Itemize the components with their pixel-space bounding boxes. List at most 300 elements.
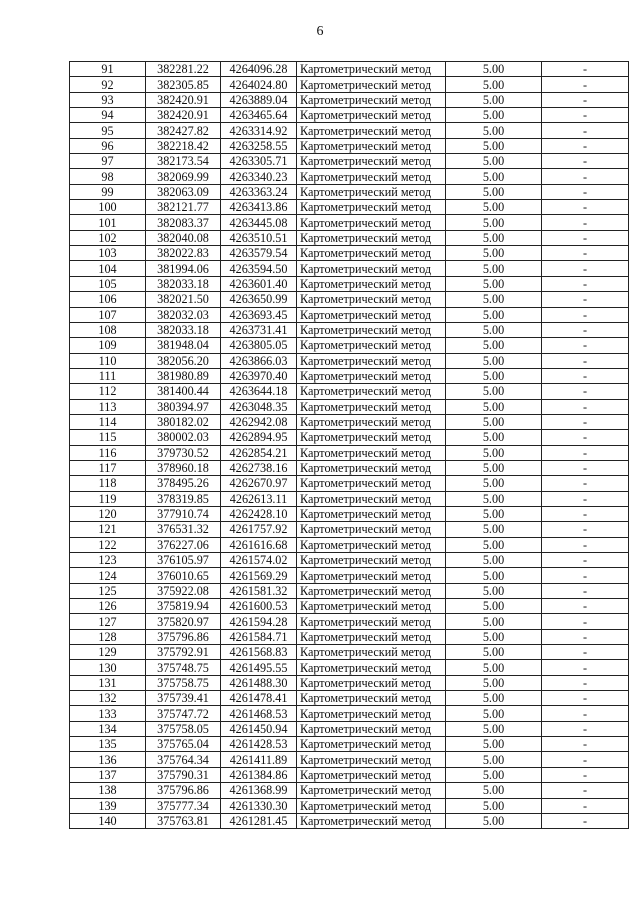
accuracy-cell: 5.00 — [446, 767, 542, 782]
y-coordinate-cell: 4263305.71 — [221, 154, 297, 169]
note-cell: - — [542, 215, 629, 230]
table-row — [70, 568, 629, 583]
x-coordinate-cell: 382281.22 — [146, 62, 221, 77]
coordinates-table-body — [70, 62, 629, 829]
y-coordinate-cell: 4262854.21 — [221, 445, 297, 460]
note-cell: - — [542, 522, 629, 537]
table-row — [70, 399, 629, 414]
point-number-cell: 137 — [70, 767, 146, 782]
table-row — [70, 583, 629, 598]
x-coordinate-cell: 382420.91 — [146, 108, 221, 123]
method-cell: Картометрический метод — [297, 614, 446, 629]
x-coordinate-cell: 375763.81 — [146, 813, 221, 828]
y-coordinate-cell: 4263445.08 — [221, 215, 297, 230]
table-row — [70, 292, 629, 307]
point-number-cell: 138 — [70, 783, 146, 798]
table-row — [70, 491, 629, 506]
method-cell: Картометрический метод — [297, 138, 446, 153]
point-number-cell: 123 — [70, 553, 146, 568]
method-cell: Картометрический метод — [297, 675, 446, 690]
x-coordinate-cell: 375796.86 — [146, 783, 221, 798]
method-cell: Картометрический метод — [297, 353, 446, 368]
method-cell: Картометрический метод — [297, 246, 446, 261]
x-coordinate-cell: 380182.02 — [146, 414, 221, 429]
table-row — [70, 767, 629, 782]
point-number-cell: 97 — [70, 154, 146, 169]
note-cell: - — [542, 660, 629, 675]
accuracy-cell: 5.00 — [446, 691, 542, 706]
note-cell: - — [542, 200, 629, 215]
x-coordinate-cell: 375747.72 — [146, 706, 221, 721]
y-coordinate-cell: 4263650.99 — [221, 292, 297, 307]
y-coordinate-cell: 4261450.94 — [221, 721, 297, 736]
x-coordinate-cell: 382032.03 — [146, 307, 221, 322]
method-cell: Картометрический метод — [297, 215, 446, 230]
table-row — [70, 276, 629, 291]
x-coordinate-cell: 381980.89 — [146, 368, 221, 383]
note-cell: - — [542, 62, 629, 77]
point-number-cell: 94 — [70, 108, 146, 123]
y-coordinate-cell: 4261581.32 — [221, 583, 297, 598]
table-row — [70, 660, 629, 675]
x-coordinate-cell: 375739.41 — [146, 691, 221, 706]
note-cell: - — [542, 322, 629, 337]
table-row — [70, 108, 629, 123]
method-cell: Картометрический метод — [297, 798, 446, 813]
table-row — [70, 737, 629, 752]
point-number-cell: 99 — [70, 184, 146, 199]
point-number-cell: 139 — [70, 798, 146, 813]
note-cell: - — [542, 338, 629, 353]
method-cell: Картометрический метод — [297, 276, 446, 291]
x-coordinate-cell: 382040.08 — [146, 230, 221, 245]
note-cell: - — [542, 583, 629, 598]
accuracy-cell: 5.00 — [446, 138, 542, 153]
table-row — [70, 169, 629, 184]
x-coordinate-cell: 377910.74 — [146, 506, 221, 521]
table-row — [70, 138, 629, 153]
x-coordinate-cell: 382021.50 — [146, 292, 221, 307]
table-row — [70, 230, 629, 245]
note-cell: - — [542, 460, 629, 475]
y-coordinate-cell: 4261600.53 — [221, 599, 297, 614]
y-coordinate-cell: 4261478.41 — [221, 691, 297, 706]
accuracy-cell: 5.00 — [446, 522, 542, 537]
table-row — [70, 445, 629, 460]
point-number-cell: 136 — [70, 752, 146, 767]
y-coordinate-cell: 4263510.51 — [221, 230, 297, 245]
accuracy-cell: 5.00 — [446, 645, 542, 660]
y-coordinate-cell: 4261495.55 — [221, 660, 297, 675]
note-cell: - — [542, 783, 629, 798]
method-cell: Картометрический метод — [297, 813, 446, 828]
y-coordinate-cell: 4261384.86 — [221, 767, 297, 782]
point-number-cell: 114 — [70, 414, 146, 429]
point-number-cell: 98 — [70, 169, 146, 184]
y-coordinate-cell: 4262670.97 — [221, 476, 297, 491]
accuracy-cell: 5.00 — [446, 675, 542, 690]
accuracy-cell: 5.00 — [446, 476, 542, 491]
y-coordinate-cell: 4262942.08 — [221, 414, 297, 429]
x-coordinate-cell: 376105.97 — [146, 553, 221, 568]
method-cell: Картометрический метод — [297, 399, 446, 414]
accuracy-cell: 5.00 — [446, 322, 542, 337]
point-number-cell: 116 — [70, 445, 146, 460]
note-cell: - — [542, 476, 629, 491]
method-cell: Картометрический метод — [297, 77, 446, 92]
x-coordinate-cell: 382420.91 — [146, 92, 221, 107]
x-coordinate-cell: 375758.75 — [146, 675, 221, 690]
method-cell: Картометрический метод — [297, 491, 446, 506]
note-cell: - — [542, 261, 629, 276]
note-cell: - — [542, 184, 629, 199]
point-number-cell: 121 — [70, 522, 146, 537]
table-row — [70, 353, 629, 368]
accuracy-cell: 5.00 — [446, 813, 542, 828]
note-cell: - — [542, 292, 629, 307]
table-row — [70, 77, 629, 92]
x-coordinate-cell: 382083.37 — [146, 215, 221, 230]
y-coordinate-cell: 4261584.71 — [221, 629, 297, 644]
note-cell: - — [542, 430, 629, 445]
point-number-cell: 112 — [70, 384, 146, 399]
method-cell: Картометрический метод — [297, 169, 446, 184]
y-coordinate-cell: 4263693.45 — [221, 307, 297, 322]
x-coordinate-cell: 376227.06 — [146, 537, 221, 552]
x-coordinate-cell: 375792.91 — [146, 645, 221, 660]
table-row — [70, 675, 629, 690]
y-coordinate-cell: 4261574.02 — [221, 553, 297, 568]
accuracy-cell: 5.00 — [446, 307, 542, 322]
y-coordinate-cell: 4263601.40 — [221, 276, 297, 291]
note-cell: - — [542, 645, 629, 660]
note-cell: - — [542, 108, 629, 123]
y-coordinate-cell: 4262428.10 — [221, 506, 297, 521]
method-cell: Картометрический метод — [297, 553, 446, 568]
accuracy-cell: 5.00 — [446, 537, 542, 552]
x-coordinate-cell: 382056.20 — [146, 353, 221, 368]
accuracy-cell: 5.00 — [446, 292, 542, 307]
y-coordinate-cell: 4264024.80 — [221, 77, 297, 92]
point-number-cell: 101 — [70, 215, 146, 230]
method-cell: Картометрический метод — [297, 568, 446, 583]
accuracy-cell: 5.00 — [446, 798, 542, 813]
x-coordinate-cell: 376531.32 — [146, 522, 221, 537]
point-number-cell: 117 — [70, 460, 146, 475]
y-coordinate-cell: 4263644.18 — [221, 384, 297, 399]
table-row — [70, 430, 629, 445]
method-cell: Картометрический метод — [297, 230, 446, 245]
note-cell: - — [542, 737, 629, 752]
accuracy-cell: 5.00 — [446, 384, 542, 399]
accuracy-cell: 5.00 — [446, 599, 542, 614]
note-cell: - — [542, 506, 629, 521]
accuracy-cell: 5.00 — [446, 752, 542, 767]
point-number-cell: 118 — [70, 476, 146, 491]
table-row — [70, 384, 629, 399]
y-coordinate-cell: 4263970.40 — [221, 368, 297, 383]
y-coordinate-cell: 4263413.86 — [221, 200, 297, 215]
method-cell: Картометрический метод — [297, 599, 446, 614]
y-coordinate-cell: 4262738.16 — [221, 460, 297, 475]
table-row — [70, 307, 629, 322]
table-row — [70, 261, 629, 276]
y-coordinate-cell: 4263731.41 — [221, 322, 297, 337]
method-cell: Картометрический метод — [297, 460, 446, 475]
table-row — [70, 338, 629, 353]
y-coordinate-cell: 4263258.55 — [221, 138, 297, 153]
accuracy-cell: 5.00 — [446, 660, 542, 675]
point-number-cell: 103 — [70, 246, 146, 261]
accuracy-cell: 5.00 — [446, 445, 542, 460]
point-number-cell: 120 — [70, 506, 146, 521]
y-coordinate-cell: 4263579.54 — [221, 246, 297, 261]
x-coordinate-cell: 375790.31 — [146, 767, 221, 782]
x-coordinate-cell: 382305.85 — [146, 77, 221, 92]
accuracy-cell: 5.00 — [446, 62, 542, 77]
y-coordinate-cell: 4263594.50 — [221, 261, 297, 276]
note-cell: - — [542, 752, 629, 767]
x-coordinate-cell: 376010.65 — [146, 568, 221, 583]
note-cell: - — [542, 92, 629, 107]
x-coordinate-cell: 378319.85 — [146, 491, 221, 506]
accuracy-cell: 5.00 — [446, 154, 542, 169]
table-row — [70, 629, 629, 644]
method-cell: Картометрический метод — [297, 261, 446, 276]
table-row — [70, 783, 629, 798]
method-cell: Картометрический метод — [297, 629, 446, 644]
table-row — [70, 92, 629, 107]
x-coordinate-cell: 382121.77 — [146, 200, 221, 215]
note-cell: - — [542, 568, 629, 583]
point-number-cell: 119 — [70, 491, 146, 506]
note-cell: - — [542, 169, 629, 184]
x-coordinate-cell: 381948.04 — [146, 338, 221, 353]
method-cell: Картометрический метод — [297, 414, 446, 429]
note-cell: - — [542, 721, 629, 736]
method-cell: Картометрический метод — [297, 200, 446, 215]
note-cell: - — [542, 154, 629, 169]
accuracy-cell: 5.00 — [446, 184, 542, 199]
point-number-cell: 91 — [70, 62, 146, 77]
table-row — [70, 537, 629, 552]
point-number-cell: 100 — [70, 200, 146, 215]
note-cell: - — [542, 553, 629, 568]
note-cell: - — [542, 123, 629, 138]
method-cell: Картометрический метод — [297, 476, 446, 491]
note-cell: - — [542, 276, 629, 291]
note-cell: - — [542, 77, 629, 92]
point-number-cell: 131 — [70, 675, 146, 690]
accuracy-cell: 5.00 — [446, 123, 542, 138]
x-coordinate-cell: 382033.18 — [146, 276, 221, 291]
x-coordinate-cell: 382033.18 — [146, 322, 221, 337]
y-coordinate-cell: 4263889.04 — [221, 92, 297, 107]
x-coordinate-cell: 375796.86 — [146, 629, 221, 644]
method-cell: Картометрический метод — [297, 583, 446, 598]
y-coordinate-cell: 4263314.92 — [221, 123, 297, 138]
y-coordinate-cell: 4261330.30 — [221, 798, 297, 813]
point-number-cell: 125 — [70, 583, 146, 598]
point-number-cell: 124 — [70, 568, 146, 583]
table-row — [70, 752, 629, 767]
note-cell: - — [542, 691, 629, 706]
table-row — [70, 414, 629, 429]
y-coordinate-cell: 4264096.28 — [221, 62, 297, 77]
note-cell: - — [542, 138, 629, 153]
point-number-cell: 107 — [70, 307, 146, 322]
page-number: 6 — [316, 24, 324, 39]
method-cell: Картометрический метод — [297, 62, 446, 77]
table-row — [70, 246, 629, 261]
method-cell: Картометрический метод — [297, 292, 446, 307]
y-coordinate-cell: 4263805.05 — [221, 338, 297, 353]
point-number-cell: 126 — [70, 599, 146, 614]
point-number-cell: 133 — [70, 706, 146, 721]
point-number-cell: 130 — [70, 660, 146, 675]
point-number-cell: 140 — [70, 813, 146, 828]
accuracy-cell: 5.00 — [446, 246, 542, 261]
accuracy-cell: 5.00 — [446, 77, 542, 92]
y-coordinate-cell: 4263340.23 — [221, 169, 297, 184]
point-number-cell: 105 — [70, 276, 146, 291]
x-coordinate-cell: 382069.99 — [146, 169, 221, 184]
x-coordinate-cell: 382218.42 — [146, 138, 221, 153]
coordinates-table — [69, 61, 629, 829]
point-number-cell: 134 — [70, 721, 146, 736]
y-coordinate-cell: 4261281.45 — [221, 813, 297, 828]
method-cell: Картометрический метод — [297, 307, 446, 322]
note-cell: - — [542, 798, 629, 813]
accuracy-cell: 5.00 — [446, 629, 542, 644]
table-row — [70, 200, 629, 215]
x-coordinate-cell: 375748.75 — [146, 660, 221, 675]
point-number-cell: 115 — [70, 430, 146, 445]
note-cell: - — [542, 675, 629, 690]
method-cell: Картометрический метод — [297, 706, 446, 721]
accuracy-cell: 5.00 — [446, 92, 542, 107]
method-cell: Картометрический метод — [297, 691, 446, 706]
method-cell: Картометрический метод — [297, 445, 446, 460]
accuracy-cell: 5.00 — [446, 276, 542, 291]
note-cell: - — [542, 230, 629, 245]
note-cell: - — [542, 491, 629, 506]
table-row — [70, 322, 629, 337]
x-coordinate-cell: 382427.82 — [146, 123, 221, 138]
point-number-cell: 113 — [70, 399, 146, 414]
method-cell: Картометрический метод — [297, 752, 446, 767]
y-coordinate-cell: 4263363.24 — [221, 184, 297, 199]
accuracy-cell: 5.00 — [446, 353, 542, 368]
method-cell: Картометрический метод — [297, 154, 446, 169]
accuracy-cell: 5.00 — [446, 706, 542, 721]
accuracy-cell: 5.00 — [446, 338, 542, 353]
method-cell: Картометрический метод — [297, 108, 446, 123]
table-row — [70, 123, 629, 138]
method-cell: Картометрический метод — [297, 783, 446, 798]
x-coordinate-cell: 382063.09 — [146, 184, 221, 199]
accuracy-cell: 5.00 — [446, 230, 542, 245]
table-row — [70, 691, 629, 706]
point-number-cell: 96 — [70, 138, 146, 153]
note-cell: - — [542, 307, 629, 322]
y-coordinate-cell: 4261757.92 — [221, 522, 297, 537]
note-cell: - — [542, 368, 629, 383]
point-number-cell: 129 — [70, 645, 146, 660]
x-coordinate-cell: 381994.06 — [146, 261, 221, 276]
method-cell: Картометрический метод — [297, 322, 446, 337]
table-row — [70, 706, 629, 721]
y-coordinate-cell: 4261594.28 — [221, 614, 297, 629]
table-row — [70, 614, 629, 629]
accuracy-cell: 5.00 — [446, 430, 542, 445]
method-cell: Картометрический метод — [297, 123, 446, 138]
method-cell: Картометрический метод — [297, 721, 446, 736]
x-coordinate-cell: 375922.08 — [146, 583, 221, 598]
x-coordinate-cell: 381400.44 — [146, 384, 221, 399]
point-number-cell: 108 — [70, 322, 146, 337]
y-coordinate-cell: 4263866.03 — [221, 353, 297, 368]
accuracy-cell: 5.00 — [446, 568, 542, 583]
method-cell: Картометрический метод — [297, 767, 446, 782]
method-cell: Картометрический метод — [297, 184, 446, 199]
accuracy-cell: 5.00 — [446, 368, 542, 383]
method-cell: Картометрический метод — [297, 92, 446, 107]
point-number-cell: 102 — [70, 230, 146, 245]
table-row — [70, 184, 629, 199]
note-cell: - — [542, 384, 629, 399]
x-coordinate-cell: 379730.52 — [146, 445, 221, 460]
table-row — [70, 154, 629, 169]
y-coordinate-cell: 4262894.95 — [221, 430, 297, 445]
accuracy-cell: 5.00 — [446, 399, 542, 414]
table-row — [70, 798, 629, 813]
x-coordinate-cell: 375820.97 — [146, 614, 221, 629]
method-cell: Картометрический метод — [297, 430, 446, 445]
note-cell: - — [542, 767, 629, 782]
point-number-cell: 122 — [70, 537, 146, 552]
table-row — [70, 599, 629, 614]
note-cell: - — [542, 445, 629, 460]
point-number-cell: 109 — [70, 338, 146, 353]
note-cell: - — [542, 614, 629, 629]
table-row — [70, 645, 629, 660]
accuracy-cell: 5.00 — [446, 108, 542, 123]
accuracy-cell: 5.00 — [446, 553, 542, 568]
y-coordinate-cell: 4261428.53 — [221, 737, 297, 752]
y-coordinate-cell: 4263465.64 — [221, 108, 297, 123]
table-row — [70, 62, 629, 77]
point-number-cell: 104 — [70, 261, 146, 276]
accuracy-cell: 5.00 — [446, 215, 542, 230]
x-coordinate-cell: 380394.97 — [146, 399, 221, 414]
y-coordinate-cell: 4262613.11 — [221, 491, 297, 506]
x-coordinate-cell: 375764.34 — [146, 752, 221, 767]
accuracy-cell: 5.00 — [446, 261, 542, 276]
y-coordinate-cell: 4261468.53 — [221, 706, 297, 721]
x-coordinate-cell: 375758.05 — [146, 721, 221, 736]
method-cell: Картометрический метод — [297, 645, 446, 660]
table-row — [70, 460, 629, 475]
method-cell: Картометрический метод — [297, 737, 446, 752]
x-coordinate-cell: 375819.94 — [146, 599, 221, 614]
note-cell: - — [542, 414, 629, 429]
point-number-cell: 127 — [70, 614, 146, 629]
method-cell: Картометрический метод — [297, 506, 446, 521]
method-cell: Картометрический метод — [297, 338, 446, 353]
x-coordinate-cell: 382173.54 — [146, 154, 221, 169]
x-coordinate-cell: 378495.26 — [146, 476, 221, 491]
